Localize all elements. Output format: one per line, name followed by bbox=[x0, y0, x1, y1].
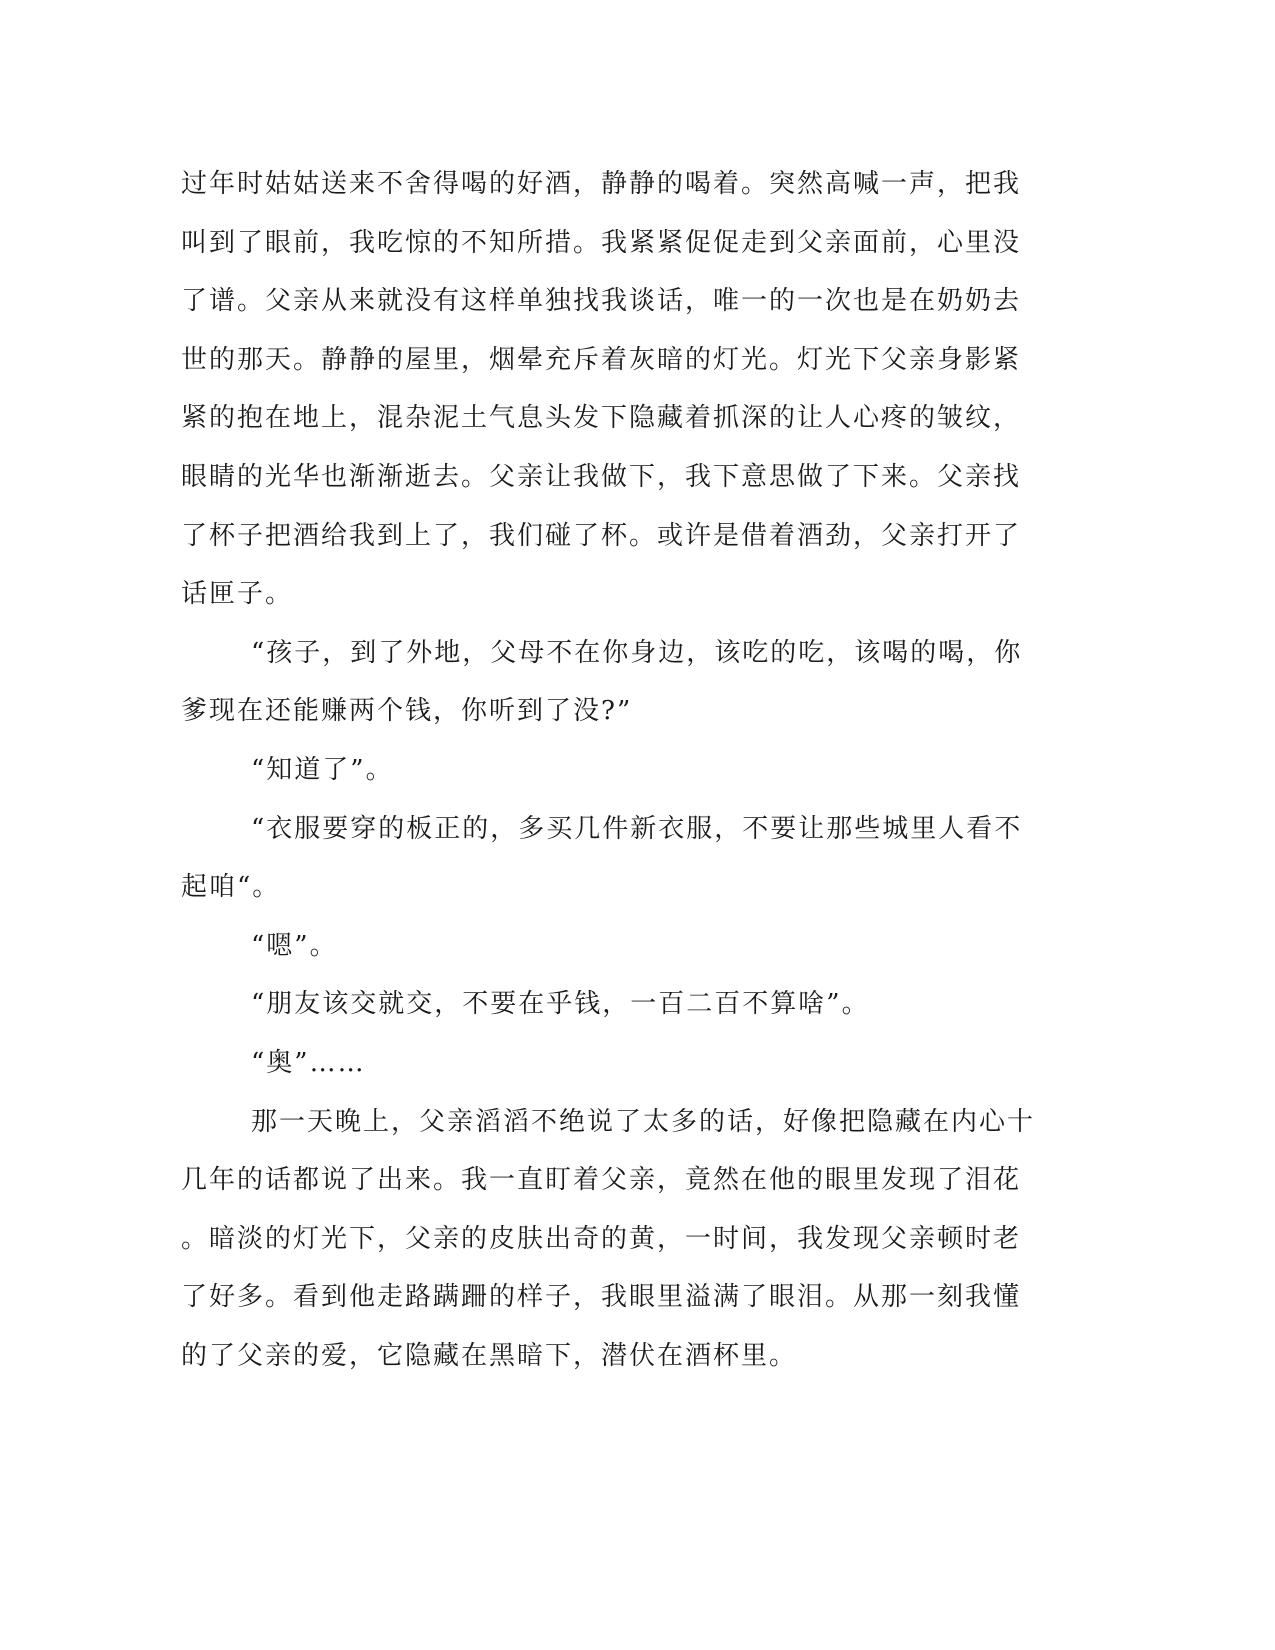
text-line: 起咱“。 bbox=[181, 872, 281, 903]
text-line: 叫到了眼前，我吃惊的不知所措。我紧紧促促走到父亲面前，心里没 bbox=[181, 227, 1022, 258]
text-line: 了好多。看到他走路蹒跚的样子，我眼里溢满了眼泪。从那一刻我懂 bbox=[181, 1282, 1022, 1313]
text-line: 几年的话都说了出来。我一直盯着父亲，竟然在他的眼里发现了泪花 bbox=[181, 1165, 1022, 1196]
text-line: 紧的抱在地上，混杂泥土气息头发下隐藏着抓深的让人心疼的皱纹， bbox=[181, 403, 1022, 434]
text-line: 那一天晚上，父亲滔滔不绝说了太多的话，好像把隐藏在内心十 bbox=[251, 1106, 1036, 1137]
text-line: 了谱。父亲从来就没有这样单独找我谈话，唯一的一次也是在奶奶去 bbox=[181, 286, 1022, 317]
text-line: 爹现在还能赚两个钱，你听到了没?” bbox=[181, 696, 633, 727]
text-line: “奥”…… bbox=[251, 1047, 366, 1078]
text-line: 眼睛的光华也渐渐逝去。父亲让我做下，我下意思做了下来。父亲找 bbox=[181, 461, 1022, 492]
text-line: 过年时姑姑送来不舍得喝的好酒，静静的喝着。突然高喊一声，把我 bbox=[181, 169, 1022, 199]
text-line: “朋友该交就交，不要在乎钱，一百二百不算啥”。 bbox=[251, 989, 870, 1020]
text-line: “衣服要穿的板正的，多买几件新衣服，不要让那些城里人看不 bbox=[251, 813, 1023, 844]
text-line: “孩子，到了外地，父母不在你身边，该吃的吃，该喝的喝，你 bbox=[251, 637, 1023, 668]
text-line: 的了父亲的爱，它隐藏在黑暗下，潜伏在酒杯里。 bbox=[181, 1340, 798, 1371]
text-line: “嗯”。 bbox=[251, 930, 338, 961]
text-line: “知道了”。 bbox=[251, 754, 394, 785]
text-line: 。暗淡的灯光下，父亲的皮肤出奇的黄，一时间，我发现父亲顿时老 bbox=[181, 1223, 1022, 1254]
text-line: 了杯子把酒给我到上了，我们碰了杯。或许是借着酒劲，父亲打开了 bbox=[181, 520, 1022, 551]
text-line: 世的那天。静静的屋里，烟晕充斥着灰暗的灯光。灯光下父亲身影紧 bbox=[181, 344, 1022, 375]
body-text bbox=[181, 155, 1061, 1385]
text-line: 话匣子。 bbox=[181, 579, 294, 610]
